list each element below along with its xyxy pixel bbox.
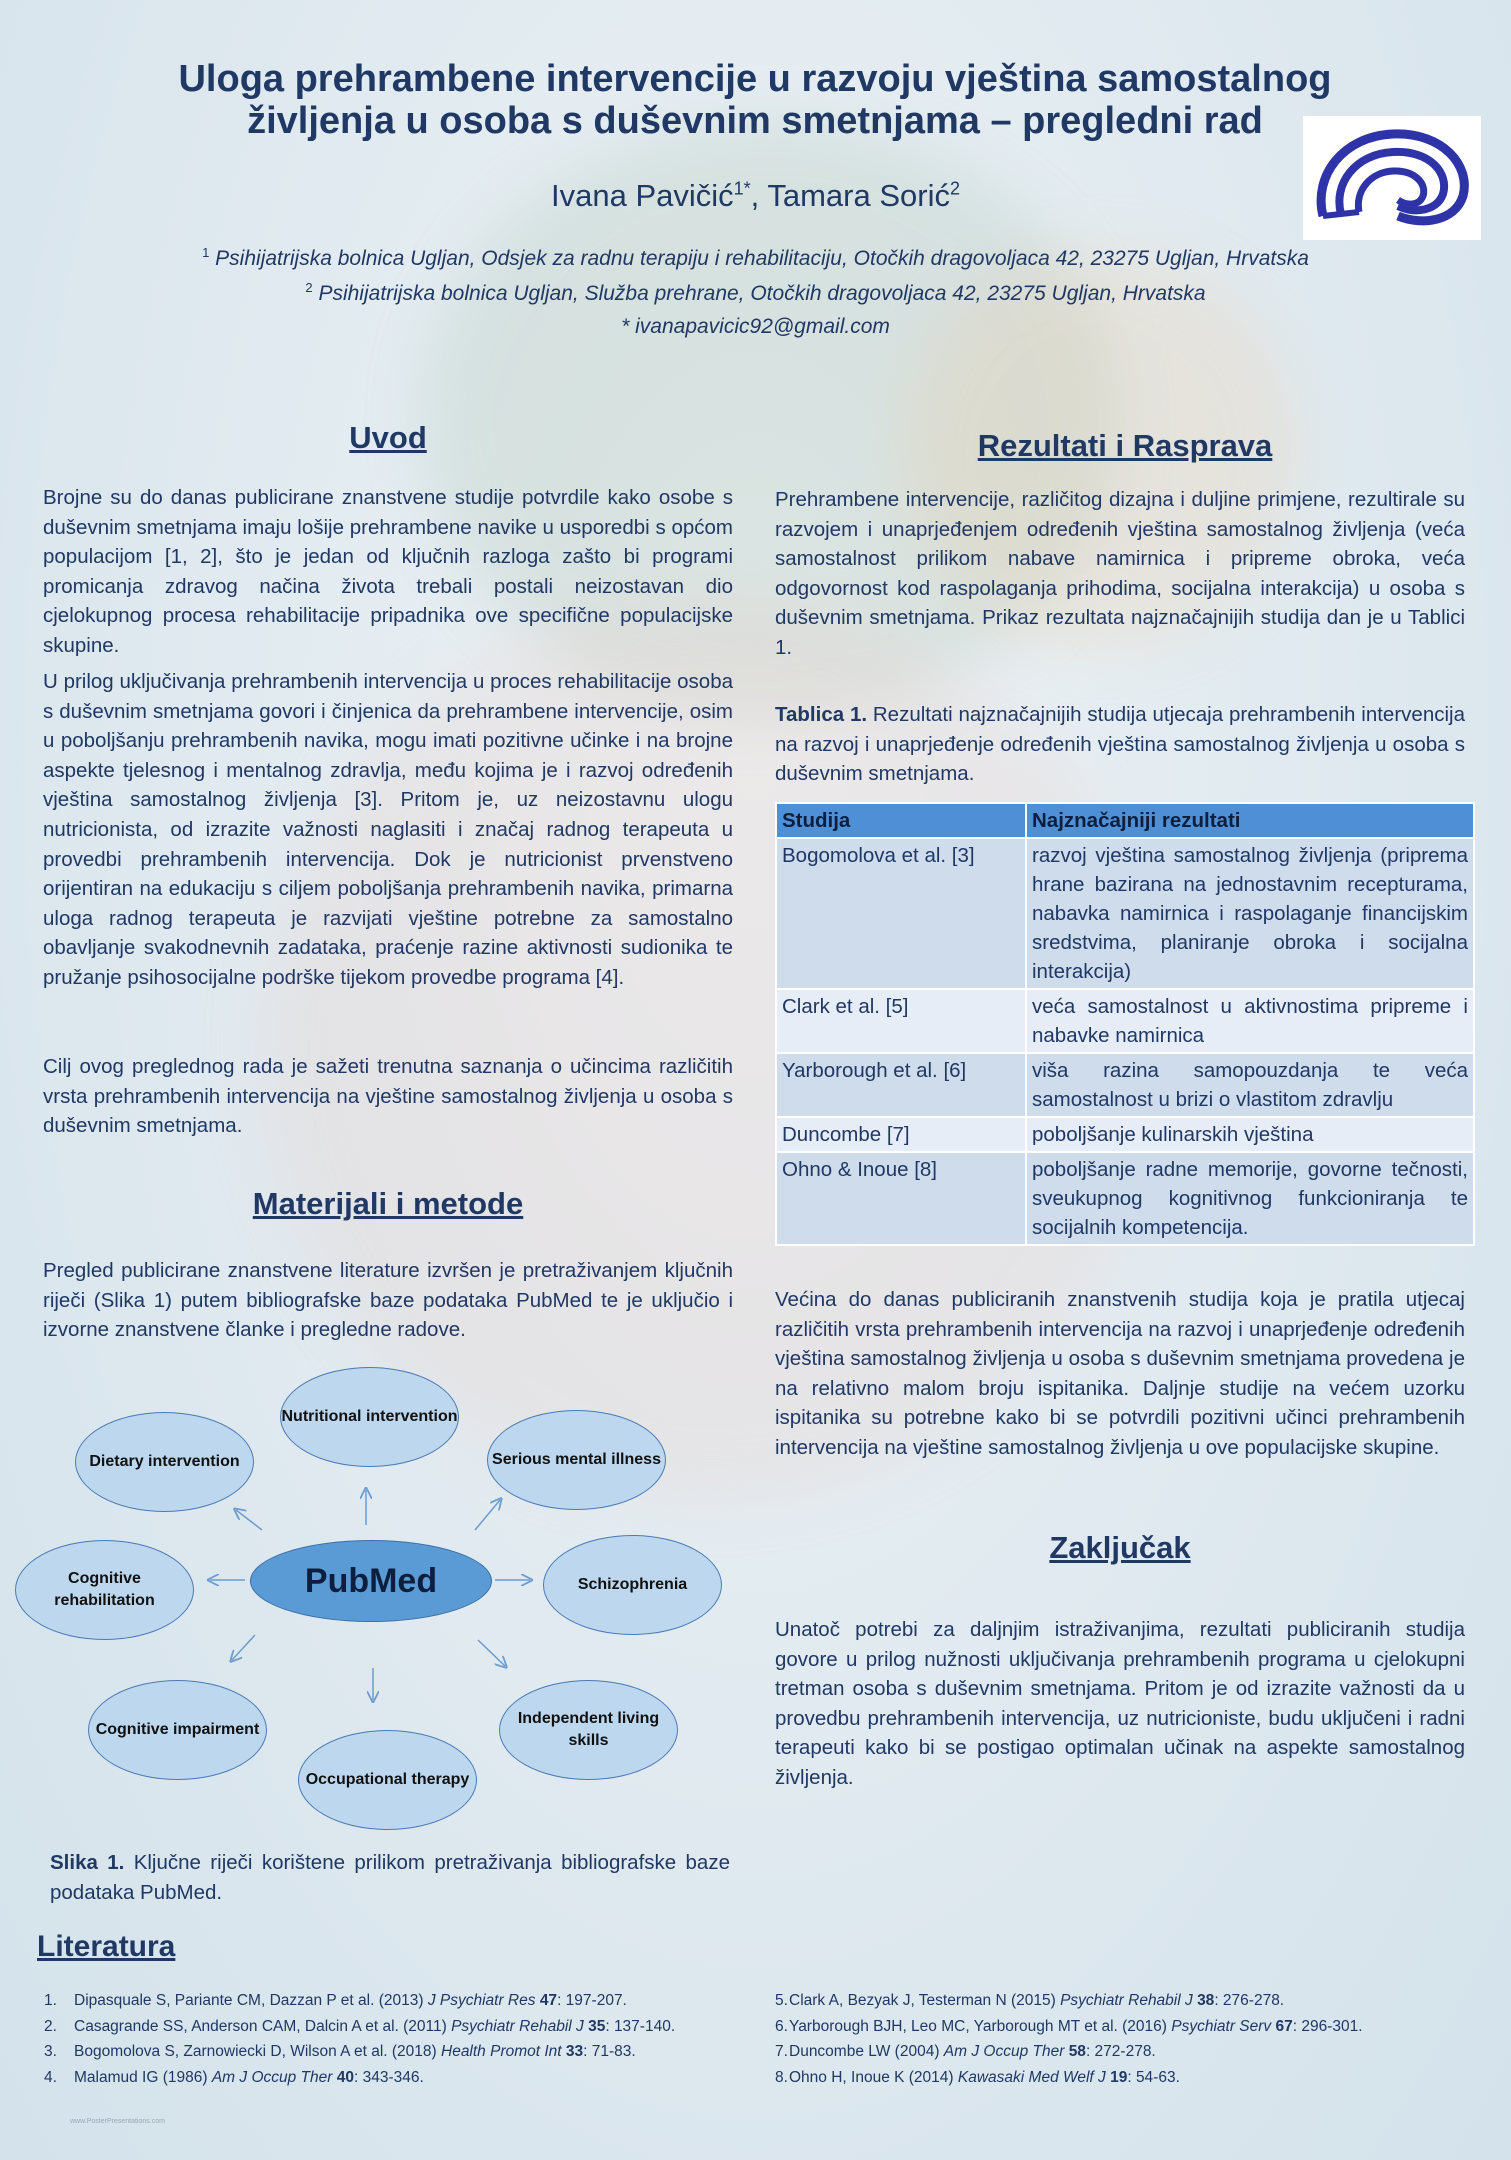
reference-item: 6.Yarborough BJH, Leo MC, Yarborough MT et al. (2016) Psychiatr Serv 67: 296-301. bbox=[775, 2017, 1363, 2035]
table-header-row bbox=[776, 803, 1474, 838]
reference-item: 8.Ohno H, Inoue K (2014) Kawasaki Med Welf J 19: 54-63. bbox=[775, 2068, 1180, 2086]
reference-item: 3. Bogomolova S, Zarnowiecki D, Wilson A et al. (2018) Health Promot Int 33: 71-83. bbox=[44, 2043, 636, 2060]
table-cell: Ohno & Inoue [8] bbox=[776, 1152, 1026, 1245]
table-row bbox=[776, 838, 1474, 989]
reference-item: 5.Clark A, Bezyak J, Testerman N (2015) Psychiatr Rehabil J 38: 276-278. bbox=[775, 1992, 1285, 2009]
paragraph: Prehrambene intervencije, različitog dizajna i duljine primjene, rezultirale su razvojem i unaprjeđenjem određenih vještina samostalnog življenja (veća samostalnost prilikom nabave namirnica i pripreme obroka, veća odgovornost kod raspolaganja prihodima, socijalna interakcija) u osoba s duševnim smetnjama. Prikaz rezultata najznačajnijih studija dan je u Tablici 1. bbox=[775, 488, 1465, 659]
author-name: Tamara Sorić bbox=[767, 178, 950, 213]
table-header-cell: Studija bbox=[776, 803, 1026, 838]
diagram-node: Occupational therapy bbox=[298, 1730, 477, 1830]
reference-list-right bbox=[775, 1988, 1363, 2090]
arrow bbox=[475, 1500, 500, 1530]
table-cell: Clark et al. [5] bbox=[776, 989, 1026, 1053]
table-row bbox=[776, 1053, 1474, 1117]
paragraph: Brojne su do danas publicirane znanstvene studije potvrdile kako osobe s duševnim smetnjama imaju lošije prehrambene navike u usporedbi s općom populacijom [1, 2], što je jedan od ključnih razloga zašto bi programi promicanja zdravog načina života trebali postali neizostavan dio cjelokupnog procesa rehabilitacije pripadnika ove specifične populacijske skupine. bbox=[43, 486, 733, 657]
paragraph: U prilog uključivanja prehrambenih intervencija u proces rehabilitacije osoba s duševnim smetnjama govori i činjenica da prehrambene intervencije, osim u poboljšanju prehrambenih navika, mogu imati pozitivne učinke i na brojne aspekte tjelesnog i mentalnog zdravlja, među kojima je i razvoj određenih vještina samostalnog življenja [3]. Pritom je, uz neizostavnu ulogu nutricionista, od izrazite važnosti naglasiti i značaj radnog terapeuta u provedbi prehrambenih intervencija. Dok je nutricionist prvenstveno orijentiran na edukaciju s ciljem poboljšanja prehrambenih navika, primarna uloga radnog terapeuta je razvijati vještine potrebne za samostalno obavljanje svakodnevnih zadataka, praćenje razine aktivnosti sudionika te pružanje psihosocijalne podrške tijekom provedbe programa [4]. bbox=[43, 670, 733, 989]
section-heading-literatura: Literatura bbox=[37, 1930, 176, 1963]
table-row bbox=[776, 1152, 1474, 1245]
reference-item: 1. Dipasquale S, Pariante CM, Dazzan P et al. (2013) J Psychiatr Res 47: 197-207. bbox=[44, 1992, 627, 2009]
table-cell: veća samostalnost u aktivnostima pripreme i nabavke namirnica bbox=[1026, 989, 1474, 1053]
results-table bbox=[775, 802, 1475, 1246]
section-heading-rezultati: Rezultati i Rasprava bbox=[977, 428, 1273, 463]
diagram-node: Schizophrenia bbox=[543, 1535, 722, 1635]
table-cell: Bogomolova et al. [3] bbox=[776, 838, 1026, 989]
table-row bbox=[776, 1117, 1474, 1152]
table-row bbox=[776, 989, 1474, 1053]
affiliation-2: $^2$ Psihijatrijska bolnica Ugljan, Služba prehrane, Otočkih dragovoljaca 42, 23275 Ugljan, Hrvatska bbox=[305, 280, 1206, 305]
poster-title: Uloga prehrambene intervencije u razvoju vještina samostalnog življenja u osoba s duševnim smetnjama – pregledni rad bbox=[178, 58, 1332, 142]
arrow bbox=[478, 1640, 505, 1666]
footer-watermark: www.PosterPresentations.com bbox=[70, 2118, 165, 2125]
reference-item: 7.Duncombe LW (2004) Am J Occup Ther 58: 272-278. bbox=[775, 2043, 1156, 2060]
diagram-node: Nutritional intervention bbox=[280, 1367, 459, 1467]
table-cell: razvoj vještina samostalnog življenja (priprema hrane bazirana na jednostavnim recepturama, nabavka namirnica i raspolaganje financijskim sredstvima, planiranje obroka i socijalna interakcija) bbox=[1026, 838, 1474, 989]
diagram-node: Dietary intervention bbox=[75, 1412, 254, 1512]
author-superscript: 2 bbox=[949, 178, 960, 199]
author-superscript: 1* bbox=[733, 178, 751, 199]
table-header-cell: Najznačajniji rezultati bbox=[1026, 803, 1474, 838]
diagram-center-pubmed: PubMed bbox=[250, 1540, 492, 1622]
author-name: Ivana Pavičić bbox=[551, 178, 734, 213]
arrow bbox=[236, 1510, 262, 1530]
author-separator: , bbox=[750, 178, 768, 213]
paragraph: Unatoč potrebi za daljnjim istraživanjima, rezultati publiciranih studija govore u prilog nužnosti uključivanja prehrambenih programa u cjelokupni tretman osoba s duševnim smetnjama. Pritom je od izrazite važnosti da u provedbu prehrambenih intervencija, uz nutricioniste, budu uključeni i radni terapeuti kako bi se postigao optimalan učinak na aspekte samostalnog življenja. bbox=[775, 1618, 1465, 1789]
paragraph: Većina do danas publiciranih znanstvenih studija koja je pratila utjecaj različitih vrsta prehrambenih intervencija na razvoj i unaprjeđenje određenih vještina samostalnog življenja u osoba s duševnim smetnjama provedena je na relativno malom broju ispitanika. Daljnje studije na većem uzorku ispitanika su potrebne kako bi se potvrdili pozitivni učinci prehrambenih intervencija na vještine samostalnog življenja u ove populacijske skupine. bbox=[775, 1288, 1465, 1459]
diagram-node: Cognitive impairment bbox=[88, 1680, 267, 1780]
diagram-node: Serious mental illness bbox=[487, 1410, 666, 1510]
paragraph: Pregled publicirane znanstvene literature izvršen je pretraživanjem ključnih riječi (Slika 1) putem bibliografske baze podataka PubMed te je uključio i izvorne znanstvene članke i pregledne radove. bbox=[43, 1259, 733, 1342]
reference-item: 2. Casagrande SS, Anderson CAM, Dalcin A et al. (2011) Psychiatr Rehabil J 35: 137-140. bbox=[44, 2017, 676, 2035]
figure-caption: Slika 1. Ključne riječi korištene prilikom pretraživanja bibliografske baze podataka PubMed. bbox=[50, 1851, 730, 1904]
section-heading-metode: Materijali i metode bbox=[252, 1186, 524, 1221]
contact-email: * ivanapavicic92@gmail.com bbox=[621, 315, 890, 338]
reference-item: 4. Malamud IG (1986) Am J Occup Ther 40: 343-346. bbox=[44, 2068, 424, 2086]
table-cell: poboljšanje radne memorije, govorne tečnosti, sveukupnog kognitivnog funkcioniranja te socijalnih kompetencija. bbox=[1026, 1152, 1474, 1245]
section-heading-uvod: Uvod bbox=[349, 420, 427, 455]
diagram-node: Cognitive rehabilitation bbox=[15, 1540, 194, 1640]
affiliation-1: $^1$ Psihijatrijska bolnica Ugljan, Odsjek za radnu terapiju i rehabilitaciju, Otočkih dragovoljaca 42, 23275 Ugljan, Hrvatska bbox=[202, 245, 1309, 270]
arrow bbox=[232, 1635, 255, 1660]
table-cell: Duncombe [7] bbox=[776, 1117, 1026, 1152]
table-cell: viša razina samopouzdanja te veća samostalnost u brizi o vlastitom zdravlju bbox=[1026, 1053, 1474, 1117]
table-caption: Tablica 1. Rezultati najznačajnijih studija utjecaja prehrambenih intervencija na razvoj i unaprjeđenje određenih vještina samostalnog življenja u osoba s duševnim smetnjama. bbox=[775, 703, 1465, 786]
table-cell: poboljšanje kulinarskih vještina bbox=[1026, 1117, 1474, 1152]
reference-list-left bbox=[44, 1988, 675, 2090]
paragraph: Cilj ovog preglednog rada je sažeti trenutna saznanja o učincima različitih vrsta prehrambenih intervencija na vještine samostalnog življenja u osoba s duševnim smetnjama. bbox=[43, 1055, 733, 1138]
section-heading-zakljucak: Zaključak bbox=[1049, 1530, 1191, 1565]
diagram-node: Independent living skills bbox=[499, 1680, 678, 1780]
table-cell: Yarborough et al. [6] bbox=[776, 1053, 1026, 1117]
